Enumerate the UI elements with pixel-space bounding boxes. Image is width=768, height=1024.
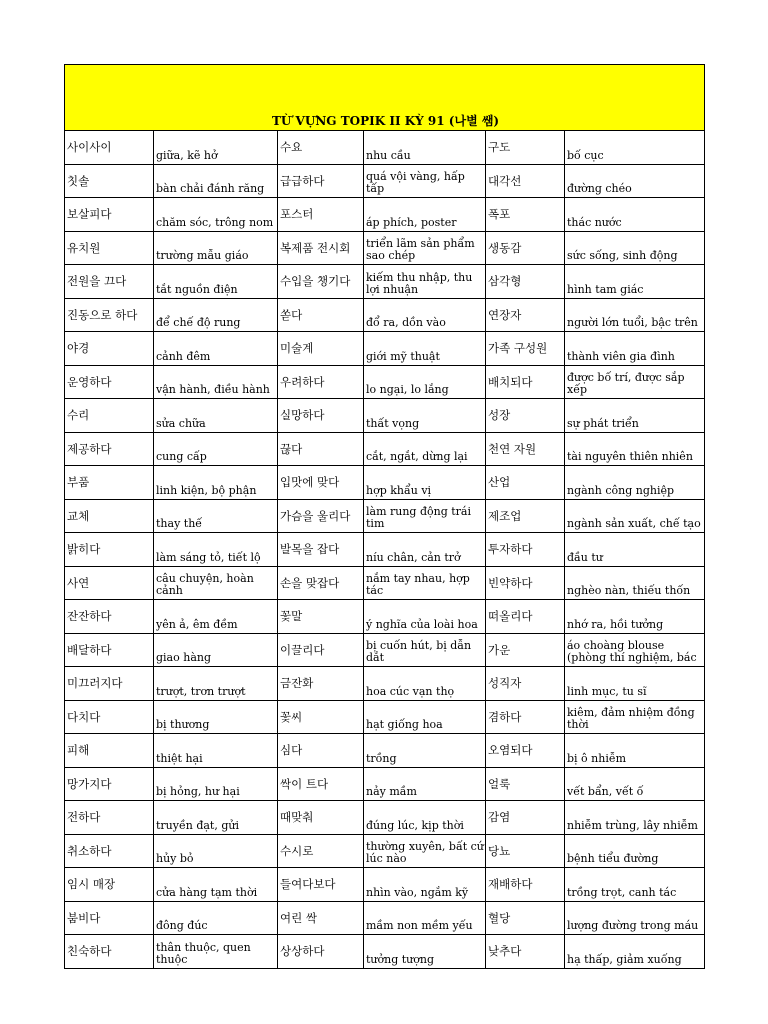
korean-term-cell: 싹이 트다	[278, 767, 364, 801]
korean-term-cell: 혈당	[486, 901, 565, 935]
vietnamese-meaning-cell: làm sáng tỏ, tiết lộ	[154, 533, 278, 567]
table-row	[65, 700, 705, 734]
vietnamese-meaning-cell: trượt, trơn trượt	[154, 667, 278, 701]
vietnamese-meaning-cell: bị cuốn hút, bị dẫn dắt	[364, 633, 486, 667]
korean-term-cell: 사이사이	[65, 131, 154, 165]
korean-term-cell: 망가지다	[65, 767, 154, 801]
table-row	[65, 265, 705, 299]
korean-term-cell: 쏟다	[278, 298, 364, 332]
korean-term-cell: 심다	[278, 734, 364, 768]
korean-term-cell: 성장	[486, 399, 565, 433]
vietnamese-meaning-cell: đông đúc	[154, 901, 278, 935]
vietnamese-meaning-cell: lo ngại, lo lắng	[364, 365, 486, 399]
korean-term-cell: 입맛에 맞다	[278, 466, 364, 500]
vietnamese-meaning-cell: thiệt hại	[154, 734, 278, 768]
table-row	[65, 399, 705, 433]
korean-term-cell: 부품	[65, 466, 154, 500]
vietnamese-meaning-cell: nhiễm trùng, lây nhiễm	[565, 801, 705, 835]
table-row	[65, 901, 705, 935]
vietnamese-meaning-cell: quá vội vàng, hấp tấp	[364, 164, 486, 198]
vietnamese-meaning-cell: trường mẫu giáo	[154, 231, 278, 265]
korean-term-cell: 여린 싹	[278, 901, 364, 935]
vietnamese-meaning-cell: truyền đạt, gửi	[154, 801, 278, 835]
vietnamese-meaning-cell: cung cấp	[154, 432, 278, 466]
korean-term-cell: 상상하다	[278, 935, 364, 969]
vietnamese-meaning-cell: hạt giống hoa	[364, 700, 486, 734]
vietnamese-meaning-cell: hợp khẩu vị	[364, 466, 486, 500]
vietnamese-meaning-cell: áp phích, poster	[364, 198, 486, 232]
document-title: TỪ VỰNG TOPIK II KỲ 91 (나별 쌤)	[65, 65, 705, 131]
korean-term-cell: 꽃씨	[278, 700, 364, 734]
korean-term-cell: 붐비다	[65, 901, 154, 935]
korean-term-cell: 투자하다	[486, 533, 565, 567]
vietnamese-meaning-cell: hình tam giác	[565, 265, 705, 299]
korean-term-cell: 들여다보다	[278, 868, 364, 902]
korean-term-cell: 연장자	[486, 298, 565, 332]
vietnamese-meaning-cell: ngành sản xuất, chế tạo	[565, 499, 705, 533]
korean-term-cell: 빈약하다	[486, 566, 565, 600]
korean-term-cell: 산업	[486, 466, 565, 500]
korean-term-cell: 임시 매장	[65, 868, 154, 902]
vietnamese-meaning-cell: bệnh tiểu đường	[565, 834, 705, 868]
korean-term-cell: 이끌리다	[278, 633, 364, 667]
table-row	[65, 198, 705, 232]
table-row	[65, 667, 705, 701]
table-row	[65, 935, 705, 969]
korean-term-cell: 당뇨	[486, 834, 565, 868]
korean-term-cell: 취소하다	[65, 834, 154, 868]
vietnamese-meaning-cell: hủy bỏ	[154, 834, 278, 868]
korean-term-cell: 성직자	[486, 667, 565, 701]
table-row	[65, 499, 705, 533]
vietnamese-meaning-cell: để chế độ rung	[154, 298, 278, 332]
vietnamese-meaning-cell: thất vọng	[364, 399, 486, 433]
korean-term-cell: 삼각형	[486, 265, 565, 299]
table-row	[65, 466, 705, 500]
vietnamese-meaning-cell: làm rung động trái tim	[364, 499, 486, 533]
vietnamese-meaning-cell: câu chuyện, hoàn cảnh	[154, 566, 278, 600]
korean-term-cell: 손을 맞잡다	[278, 566, 364, 600]
vietnamese-meaning-cell: đổ ra, dồn vào	[364, 298, 486, 332]
korean-term-cell: 수입을 챙기다	[278, 265, 364, 299]
table-row	[65, 566, 705, 600]
vietnamese-meaning-cell: đường chéo	[565, 164, 705, 198]
korean-term-cell: 급급하다	[278, 164, 364, 198]
korean-term-cell: 낮추다	[486, 935, 565, 969]
vietnamese-meaning-cell: giữa, kẽ hở	[154, 131, 278, 165]
vietnamese-meaning-cell: thành viên gia đình	[565, 332, 705, 366]
table-row	[65, 231, 705, 265]
korean-term-cell: 수시로	[278, 834, 364, 868]
vietnamese-meaning-cell: mầm non mềm yếu	[364, 901, 486, 935]
vietnamese-meaning-cell: tài nguyên thiên nhiên	[565, 432, 705, 466]
korean-term-cell: 수요	[278, 131, 364, 165]
korean-term-cell: 배달하다	[65, 633, 154, 667]
korean-term-cell: 떠올리다	[486, 600, 565, 634]
korean-term-cell: 가족 구성원	[486, 332, 565, 366]
korean-term-cell: 가운	[486, 633, 565, 667]
korean-term-cell: 밝히다	[65, 533, 154, 567]
korean-term-cell: 운영하다	[65, 365, 154, 399]
korean-term-cell: 가슴을 울리다	[278, 499, 364, 533]
table-row	[65, 801, 705, 835]
vietnamese-meaning-cell: hoa cúc vạn thọ	[364, 667, 486, 701]
korean-term-cell: 발목을 잡다	[278, 533, 364, 567]
vietnamese-meaning-cell: cắt, ngắt, dừng lại	[364, 432, 486, 466]
table-row	[65, 332, 705, 366]
vietnamese-meaning-cell: sửa chữa	[154, 399, 278, 433]
vietnamese-meaning-cell: yên ả, êm đềm	[154, 600, 278, 634]
korean-term-cell: 다치다	[65, 700, 154, 734]
vietnamese-meaning-cell: người lớn tuổi, bậc trên	[565, 298, 705, 332]
korean-term-cell: 오염되다	[486, 734, 565, 768]
korean-term-cell: 친숙하다	[65, 935, 154, 969]
vietnamese-meaning-cell: trồng trọt, canh tác	[565, 868, 705, 902]
vietnamese-meaning-cell: nhu cầu	[364, 131, 486, 165]
vietnamese-meaning-cell: triển lãm sản phẩm sao chép	[364, 231, 486, 265]
vietnamese-meaning-cell: giới mỹ thuật	[364, 332, 486, 366]
title-row	[65, 65, 705, 131]
korean-term-cell: 금잔화	[278, 667, 364, 701]
korean-term-cell: 진동으로 하다	[65, 298, 154, 332]
table-row	[65, 164, 705, 198]
table-row	[65, 365, 705, 399]
korean-term-cell: 보살피다	[65, 198, 154, 232]
vietnamese-meaning-cell: vết bẩn, vết ố	[565, 767, 705, 801]
korean-term-cell: 야경	[65, 332, 154, 366]
vietnamese-meaning-cell: ý nghĩa của loài hoa	[364, 600, 486, 634]
table-row	[65, 533, 705, 567]
table-row	[65, 734, 705, 768]
korean-term-cell: 겸하다	[486, 700, 565, 734]
vietnamese-meaning-cell: cửa hàng tạm thời	[154, 868, 278, 902]
vietnamese-meaning-cell: thay thế	[154, 499, 278, 533]
korean-term-cell: 전원을 끄다	[65, 265, 154, 299]
korean-term-cell: 천연 자원	[486, 432, 565, 466]
table-row	[65, 767, 705, 801]
table-row	[65, 633, 705, 667]
vietnamese-meaning-cell: thân thuộc, quen thuộc	[154, 935, 278, 969]
table-row	[65, 432, 705, 466]
vietnamese-meaning-cell: lượng đường trong máu	[565, 901, 705, 935]
vietnamese-meaning-cell: linh kiện, bộ phận	[154, 466, 278, 500]
korean-term-cell: 유치원	[65, 231, 154, 265]
vietnamese-meaning-cell: bị hỏng, hư hại	[154, 767, 278, 801]
vietnamese-meaning-cell: nhìn vào, ngắm kỹ	[364, 868, 486, 902]
vietnamese-meaning-cell: nhớ ra, hồi tưởng	[565, 600, 705, 634]
vietnamese-meaning-cell: bị thương	[154, 700, 278, 734]
vietnamese-meaning-cell: cảnh đêm	[154, 332, 278, 366]
vietnamese-meaning-cell: nghèo nàn, thiếu thốn	[565, 566, 705, 600]
korean-term-cell: 수리	[65, 399, 154, 433]
table-row	[65, 131, 705, 165]
korean-term-cell: 얼룩	[486, 767, 565, 801]
korean-term-cell: 끊다	[278, 432, 364, 466]
korean-term-cell: 포스터	[278, 198, 364, 232]
korean-term-cell: 피해	[65, 734, 154, 768]
vietnamese-meaning-cell: vận hành, điều hành	[154, 365, 278, 399]
table-row	[65, 868, 705, 902]
korean-term-cell: 제공하다	[65, 432, 154, 466]
korean-term-cell: 미술계	[278, 332, 364, 366]
vietnamese-meaning-cell: chăm sóc, trông nom	[154, 198, 278, 232]
korean-term-cell: 우려하다	[278, 365, 364, 399]
vietnamese-meaning-cell: tưởng tượng	[364, 935, 486, 969]
korean-term-cell: 때맞춰	[278, 801, 364, 835]
korean-term-cell: 꽃말	[278, 600, 364, 634]
vietnamese-meaning-cell: đầu tư	[565, 533, 705, 567]
vietnamese-meaning-cell: kiêm, đảm nhiệm đồng thời	[565, 700, 705, 734]
vietnamese-meaning-cell: hạ thấp, giảm xuống	[565, 935, 705, 969]
korean-term-cell: 칫솔	[65, 164, 154, 198]
vietnamese-meaning-cell: kiếm thu nhập, thu lợi nhuận	[364, 265, 486, 299]
vietnamese-meaning-cell: níu chân, cản trở	[364, 533, 486, 567]
vietnamese-meaning-cell: giao hàng	[154, 633, 278, 667]
korean-term-cell: 사연	[65, 566, 154, 600]
korean-term-cell: 감염	[486, 801, 565, 835]
korean-term-cell: 미끄러지다	[65, 667, 154, 701]
table-row	[65, 600, 705, 634]
korean-term-cell: 재배하다	[486, 868, 565, 902]
korean-term-cell: 배치되다	[486, 365, 565, 399]
korean-term-cell: 복제품 전시회	[278, 231, 364, 265]
vietnamese-meaning-cell: đúng lúc, kịp thời	[364, 801, 486, 835]
table-row	[65, 298, 705, 332]
korean-term-cell: 제조업	[486, 499, 565, 533]
vietnamese-meaning-cell: ngành công nghiệp	[565, 466, 705, 500]
korean-term-cell: 실망하다	[278, 399, 364, 433]
korean-term-cell: 구도	[486, 131, 565, 165]
vietnamese-meaning-cell: sức sống, sinh động	[565, 231, 705, 265]
korean-term-cell: 교체	[65, 499, 154, 533]
vietnamese-meaning-cell: nảy mầm	[364, 767, 486, 801]
vocabulary-rows	[65, 131, 705, 969]
vietnamese-meaning-cell: bàn chải đánh răng	[154, 164, 278, 198]
vietnamese-meaning-cell: thường xuyên, bất cứ lúc nào	[364, 834, 486, 868]
vietnamese-meaning-cell: được bố trí, được sắp xếp	[565, 365, 705, 399]
vietnamese-meaning-cell: áo choàng blouse (phòng thí nghiệm, bác	[565, 633, 705, 667]
vocabulary-table	[64, 64, 705, 969]
vietnamese-meaning-cell: bị ô nhiễm	[565, 734, 705, 768]
vietnamese-meaning-cell: nắm tay nhau, hợp tác	[364, 566, 486, 600]
korean-term-cell: 전하다	[65, 801, 154, 835]
vietnamese-meaning-cell: thác nước	[565, 198, 705, 232]
korean-term-cell: 잔잔하다	[65, 600, 154, 634]
table-row	[65, 834, 705, 868]
vietnamese-meaning-cell: trồng	[364, 734, 486, 768]
korean-term-cell: 대각선	[486, 164, 565, 198]
vietnamese-meaning-cell: tắt nguồn điện	[154, 265, 278, 299]
vietnamese-meaning-cell: sự phát triển	[565, 399, 705, 433]
korean-term-cell: 폭포	[486, 198, 565, 232]
korean-term-cell: 생동감	[486, 231, 565, 265]
vietnamese-meaning-cell: bố cục	[565, 131, 705, 165]
vietnamese-meaning-cell: linh mục, tu sĩ	[565, 667, 705, 701]
